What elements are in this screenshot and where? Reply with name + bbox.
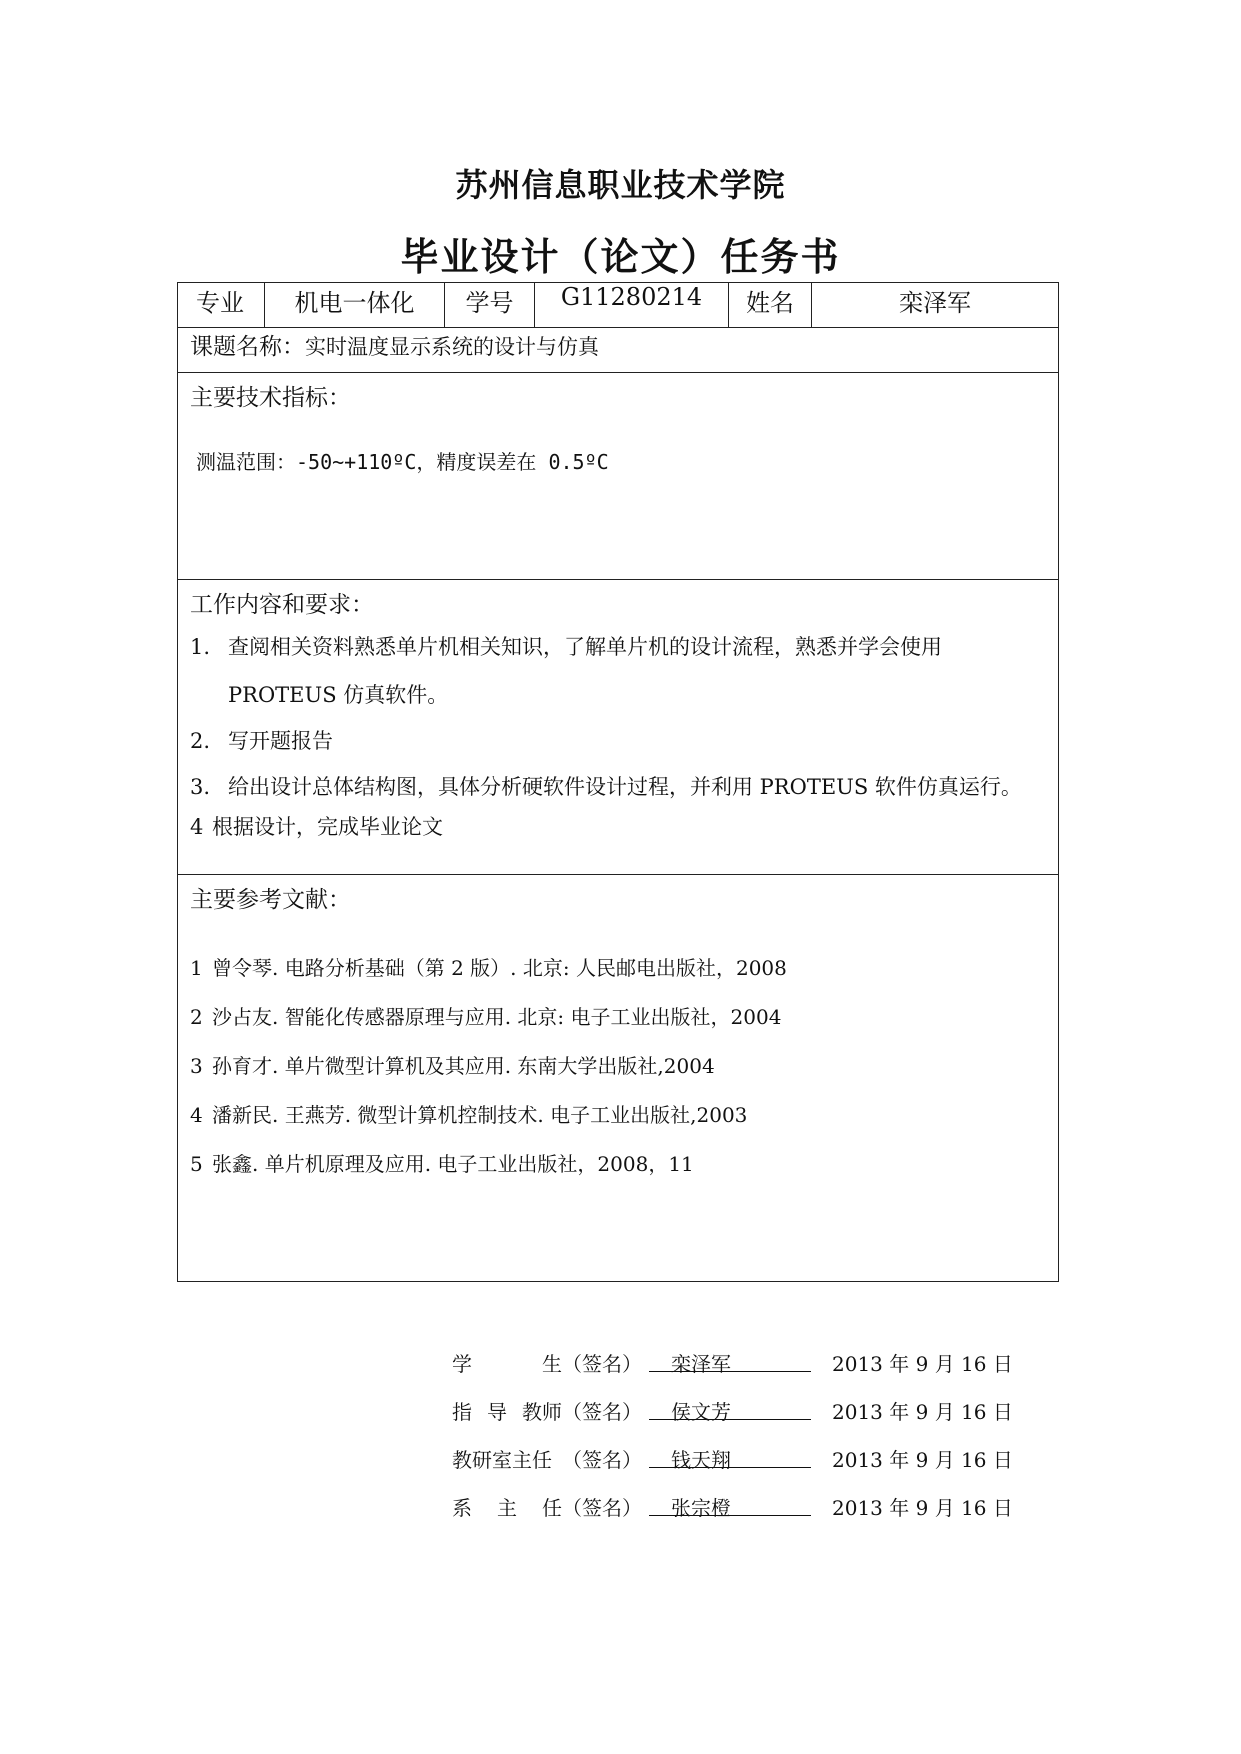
topic-row	[178, 328, 1059, 373]
signature-suffix: （签名）	[562, 1448, 642, 1472]
work-item-number: 2.	[190, 729, 211, 753]
work-item-text: 写开题报告	[228, 729, 333, 753]
signature-suffix: （签名）	[562, 1352, 642, 1376]
signature-date: 2013 年 9 月 16 日	[832, 1496, 1013, 1520]
reference-number: 1	[190, 956, 203, 980]
work-item-number: 3.	[190, 775, 211, 799]
signature-name: 栾泽军	[649, 1348, 811, 1372]
reference-text: 沙占友. 智能化传感器原理与应用. 北京: 电子工业出版社，2004	[212, 1005, 782, 1029]
reference-text: 曾令琴. 电路分析基础（第 2 版）. 北京: 人民邮电出版社，2008	[212, 956, 787, 980]
role-char: 教师	[522, 1400, 562, 1424]
role-char: 学	[452, 1352, 472, 1376]
reference-text: 张鑫. 单片机原理及应用. 电子工业出版社，2008，11	[212, 1152, 694, 1176]
info-row	[178, 283, 1059, 328]
topic-label: 课题名称：	[190, 334, 305, 360]
role-char: 导	[487, 1400, 507, 1424]
reference-item	[190, 1054, 1046, 1078]
reference-text: 孙育才. 单片微型计算机及其应用. 东南大学出版社,2004	[212, 1054, 715, 1078]
signature-date: 2013 年 9 月 16 日	[832, 1400, 1013, 1424]
work-item	[190, 729, 1046, 753]
tech-specs-row	[178, 373, 1059, 580]
signature-row-dept-head	[452, 1492, 1052, 1540]
signature-name: 侯文芳	[649, 1396, 811, 1420]
references-label: 主要参考文献：	[190, 887, 351, 913]
work-row	[178, 580, 1059, 875]
role-char: 系	[452, 1496, 472, 1520]
major-label: 专业	[178, 283, 265, 328]
student-id-value: G11280214	[535, 283, 729, 328]
signature-row-student	[452, 1348, 1052, 1396]
role-char: 生	[542, 1352, 562, 1376]
work-item	[190, 815, 1046, 839]
reference-item	[190, 956, 1046, 980]
reference-text: 潘新民. 王燕芳. 微型计算机控制技术. 电子工业出版社,2003	[212, 1103, 748, 1127]
work-item-number: 1.	[190, 635, 211, 659]
role-char: 任	[542, 1496, 562, 1520]
signature-date: 2013 年 9 月 16 日	[832, 1352, 1013, 1376]
reference-number: 2	[190, 1005, 203, 1029]
tech-specs-label: 主要技术指标：	[190, 385, 351, 411]
work-label: 工作内容和要求：	[190, 592, 374, 618]
name-value: 栾泽军	[812, 283, 1059, 328]
signature-name: 张宗橙	[649, 1492, 811, 1516]
work-item-number: 4	[190, 815, 204, 839]
reference-number: 5	[190, 1152, 203, 1176]
student-id-label: 学号	[445, 283, 535, 328]
tech-specs-line: 测温范围：-50~+110ºC，精度误差在 0.5ºC	[196, 450, 609, 474]
topic-value: 实时温度显示系统的设计与仿真	[305, 335, 599, 359]
role-char: 主	[497, 1496, 517, 1520]
signature-role	[452, 1444, 562, 1473]
signature-role	[452, 1396, 562, 1425]
signature-suffix: （签名）	[562, 1496, 642, 1520]
work-item-text: 给出设计总体结构图，具体分析硬软件设计过程，并利用 PROTEUS 软件仿真运行。	[228, 775, 1022, 799]
work-item-text: 查阅相关资料熟悉单片机相关知识，了解单片机的设计流程，熟悉并学会使用	[228, 635, 942, 659]
major-value: 机电一体化	[265, 283, 445, 328]
reference-item	[190, 1005, 1046, 1029]
role-char: 指	[452, 1400, 472, 1424]
signature-role	[452, 1492, 562, 1521]
work-item-continuation: PROTEUS 仿真软件。	[228, 683, 449, 707]
document-title: 毕业设计（论文）任务书	[400, 235, 841, 279]
work-item-text: 根据设计，完成毕业论文	[212, 815, 443, 839]
signature-role	[452, 1348, 562, 1377]
role-char: 教研室主任	[452, 1448, 552, 1472]
signature-block	[452, 1348, 1052, 1540]
references-row	[178, 875, 1059, 1282]
school-name: 苏州信息职业技术学院	[455, 166, 786, 204]
signature-suffix: （签名）	[562, 1400, 642, 1424]
work-item	[190, 635, 1046, 707]
signature-row-advisor	[452, 1396, 1052, 1444]
reference-number: 3	[190, 1054, 203, 1078]
reference-item	[190, 1152, 1046, 1176]
name-label: 姓名	[729, 283, 812, 328]
task-form-table	[177, 282, 1059, 1282]
work-item	[190, 775, 1046, 799]
reference-number: 4	[190, 1103, 203, 1127]
signature-row-office-director	[452, 1444, 1052, 1492]
signature-date: 2013 年 9 月 16 日	[832, 1448, 1013, 1472]
signature-name: 钱天翔	[649, 1444, 811, 1468]
reference-item	[190, 1103, 1046, 1127]
